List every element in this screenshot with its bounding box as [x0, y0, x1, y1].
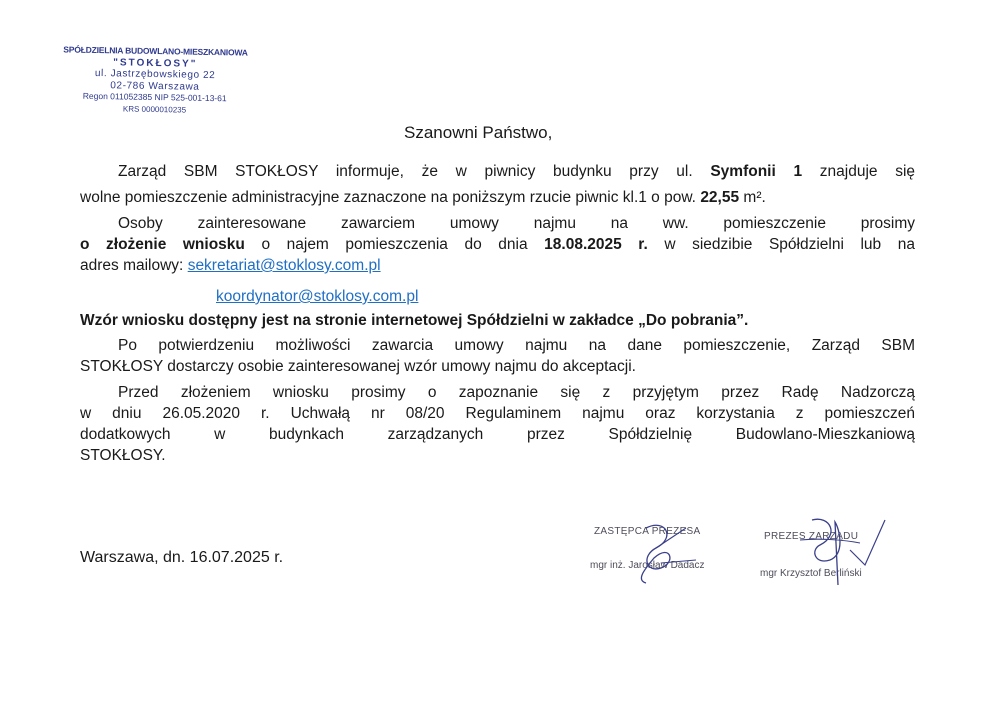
signature-left-title: ZASTĘPCA PREZESA	[594, 526, 701, 537]
cooperative-stamp	[49, 44, 260, 120]
paragraph-4-line-4: STOKŁOSY.	[80, 447, 166, 464]
email-label: adres mailowy:	[80, 257, 184, 274]
paragraph-1-line-3: Osoby zainteresowane zawarciem umowy najmu na ww. pomieszczenie prosimy	[118, 215, 915, 232]
paragraph-4-line-3: dodatkowych w budynkach zarządzanych przez Spółdzielnię Budowlano-Mieszkaniową	[80, 426, 915, 443]
paragraph-4-line-1: Przed złożeniem wniosku prosimy o zapoznanie się z przyjętym przez Radę Nadzorczą	[118, 384, 915, 401]
paragraph-1-line-4	[80, 234, 915, 255]
deadline-date: 18.08.2025 r.	[544, 236, 648, 253]
letter-date: Warszawa, dn. 16.07.2025 r.	[80, 549, 284, 566]
signature-right-name: mgr Krzysztof Berliński	[760, 568, 862, 579]
stamp-krs: KRS 0000010235	[122, 103, 187, 115]
signature-left-scribble	[616, 518, 706, 588]
stamp-org-name: SPÓŁDZIELNIA BUDOWLANO-MIESZKANIOWA	[63, 44, 248, 58]
p1-text: Zarząd SBM STOKŁOSY informuje, że w piwnicy budynku przy ul.	[118, 163, 693, 180]
area-unit: m².	[743, 189, 766, 206]
stamp-org-short: "STOKŁOSY"	[113, 56, 198, 70]
signature-left-name: mgr inż. Jarosław Dadacz	[590, 560, 705, 571]
signature-right-title: PREZES ZARZĄDU	[764, 531, 859, 542]
location-text: w siedzibie Spółdzielni lub na	[664, 236, 915, 253]
p1-text-end: znajduje się	[819, 163, 916, 180]
paragraph-1-line-5	[80, 255, 381, 276]
paragraph-1-line-2	[80, 187, 766, 208]
email-link-koordynator[interactable]: koordynator@stoklosy.com.pl	[216, 288, 419, 305]
form-availability-note: Wzór wniosku dostępny jest na stronie internetowej Spółdzielni w zakładce „Do pobrania”.	[80, 312, 749, 329]
paragraph-4-line-2: w dniu 26.05.2020 r. Uchwałą nr 08/20 Regulaminem najmu oraz korzystania z pomieszczeń	[80, 405, 915, 422]
street-name: Symfonii 1	[710, 163, 803, 180]
paragraph-3-line-2: STOKŁOSY dostarczy osobie zainteresowanej wzór umowy najmu do akceptacji.	[80, 358, 636, 375]
room-area: 22,55	[700, 189, 740, 206]
deadline-text: o najem pomieszczenia do dnia	[261, 236, 528, 253]
paragraph-1-line-6	[216, 286, 418, 307]
p1-room-text: wolne pomieszczenie administracyjne zaznaczone na poniższym rzucie piwnic kl.1 o pow.	[80, 189, 696, 206]
paragraph-3-line-1: Po potwierdzeniu możliwości zawarcia umowy najmu na dane pomieszczenie, Zarząd SBM	[118, 337, 915, 354]
stamp-city: 02-786 Warszawa	[110, 79, 200, 93]
greeting: Szanowni Państwo,	[404, 123, 553, 142]
email-link-sekretariat[interactable]: sekretariat@stoklosy.com.pl	[187, 257, 381, 274]
application-request: o złożenie wniosku	[80, 236, 245, 253]
stamp-regon-nip: Regon 011052385 NIP 525-001-13-61	[82, 90, 227, 104]
paragraph-1-line-1	[118, 161, 915, 182]
signature-right-scribble	[790, 510, 900, 590]
stamp-street: ul. Jastrzębowskiego 22	[94, 67, 216, 82]
